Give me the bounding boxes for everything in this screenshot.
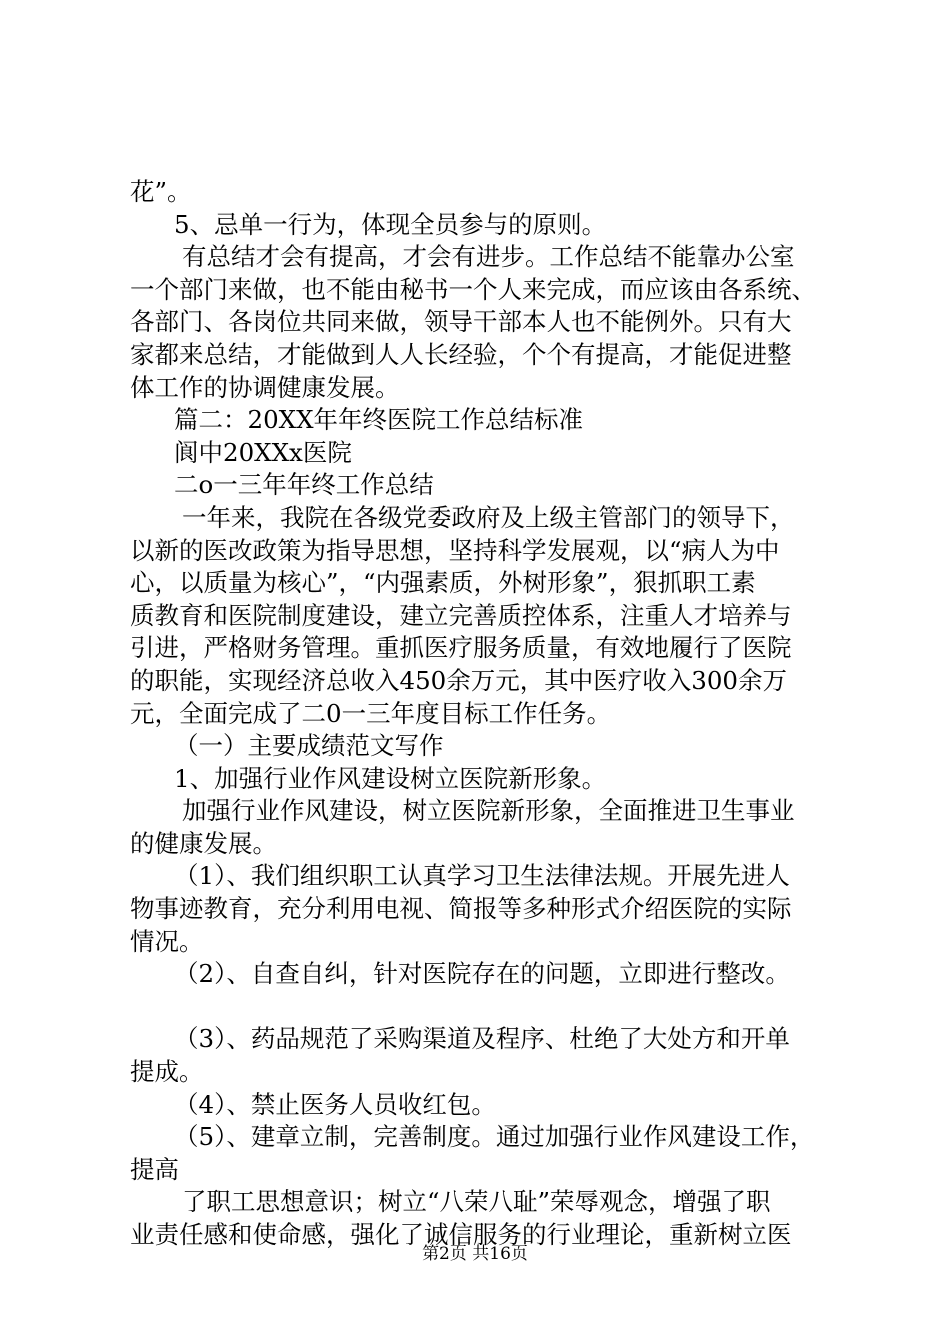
body-line: （2）、自查自纠，针对医院存在的问题，立即进行整改。 <box>174 959 790 989</box>
body-line: 阆中20XXx医院 <box>174 437 352 467</box>
body-line: （3）、药品规范了采购渠道及程序、杜绝了大处方和开单 <box>174 1024 790 1054</box>
body-line: （一）主要成绩范文写作 <box>174 731 444 761</box>
section-heading: 篇二：20XX年年终医院工作总结标准 <box>174 405 584 435</box>
body-line: 一年来，我院在各级党委政府及上级主管部门的领导下， <box>182 502 795 532</box>
body-line: 二o一三年年终工作总结 <box>174 470 434 500</box>
body-line: 情况。 <box>130 926 204 956</box>
body-line: 的健康发展。 <box>130 828 277 858</box>
document-body <box>130 176 830 1252</box>
blank-line <box>130 991 830 1024</box>
body-line: 提高 <box>130 1154 179 1184</box>
body-line: 一个部门来做，也不能由秘书一个人来完成，而应该由各系统、 <box>130 274 816 304</box>
body-line: 质教育和医院制度建设，建立完善质控体系，注重人才培养与 <box>130 600 792 630</box>
body-line: 引进，严格财务管理。重抓医疗服务质量，有效地履行了医院 <box>130 633 792 663</box>
body-line: 5、忌单一行为，体现全员参与的原则。 <box>174 209 607 239</box>
page-footer <box>0 1244 950 1264</box>
body-line: 花”。 <box>130 177 192 206</box>
body-line: 加强行业作风建设，树立医院新形象，全面推进卫生事业 <box>182 796 795 826</box>
body-line: 各部门、各岗位共同来做，领导干部本人也不能例外。只有大 <box>130 307 792 337</box>
page-number-label: 第2页 共16页 <box>422 1244 528 1264</box>
body-line: 家都来总结，才能做到人人长经验，个个有提高，才能促进整 <box>130 339 792 369</box>
body-line: 元，全面完成了二0一三年度目标工作任务。 <box>130 698 612 728</box>
body-line: 以新的医改政策为指导思想，坚持科学发展观，以“病人为中 <box>130 535 780 565</box>
body-line: 的职能，实现经济总收入450余万元，其中医疗收入300余万 <box>130 665 788 695</box>
body-line: 了职工思想意识；树立“八荣八耻”荣辱观念，增强了职 <box>182 1187 771 1217</box>
body-line: 业责任感和使命感，强化了诚信服务的行业理论，重新树立医 <box>130 1220 792 1249</box>
body-line: （1）、我们组织职工认真学习卫生法律法规。开展先进人 <box>174 861 790 891</box>
body-line: 提成。 <box>130 1057 204 1087</box>
body-line: 心，以质量为核心”，“内强素质，外树形象”，狠抓职工素 <box>130 568 756 598</box>
body-line: （4）、禁止医务人员收红包。 <box>174 1089 496 1119</box>
body-line: 1、加强行业作风建设树立医院新形象。 <box>174 763 607 793</box>
body-line: 有总结才会有提高，才会有进步。工作总结不能靠办公室 <box>182 242 795 272</box>
body-line: 物事迹教育，充分利用电视、简报等多种形式介绍医院的实际 <box>130 894 792 924</box>
body-line: （5）、建章立制，完善制度。通过加强行业作风建设工作， <box>174 1122 815 1152</box>
body-line: 体工作的协调健康发展。 <box>130 372 400 402</box>
